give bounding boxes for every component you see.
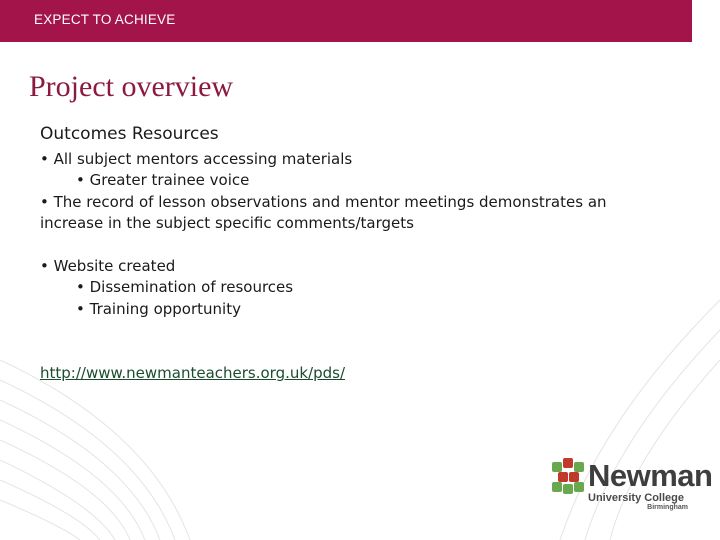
header-bar: [0, 0, 692, 42]
sub-bullet-item: • Training opportunity: [76, 299, 241, 318]
sub-bullet-item: • Greater trainee voice: [76, 171, 250, 189]
slide-title: Project overview: [29, 70, 234, 103]
logo-name: Newman: [588, 458, 713, 493]
bullet-item: • Website created: [40, 256, 176, 275]
section-heading: Outcomes Resources: [40, 124, 219, 144]
logo-city: Birmingham: [647, 504, 688, 511]
bullet-item: • The record of lesson observations and mentor meetings demonstrates an increase in the subject specific comments/targets: [40, 192, 607, 232]
sub-bullet-item: • Dissemination of resources: [76, 278, 294, 296]
slide-content: [40, 124, 650, 385]
bullet-item: • All subject mentors accessing materials: [40, 149, 353, 168]
website-link[interactable]: http://www.newmanteachers.org.uk/pds/: [40, 364, 346, 382]
newman-logo: [552, 458, 713, 514]
logo-subtitle: University College: [588, 492, 684, 504]
header-tagline: EXPECT TO ACHIEVE: [34, 12, 176, 27]
